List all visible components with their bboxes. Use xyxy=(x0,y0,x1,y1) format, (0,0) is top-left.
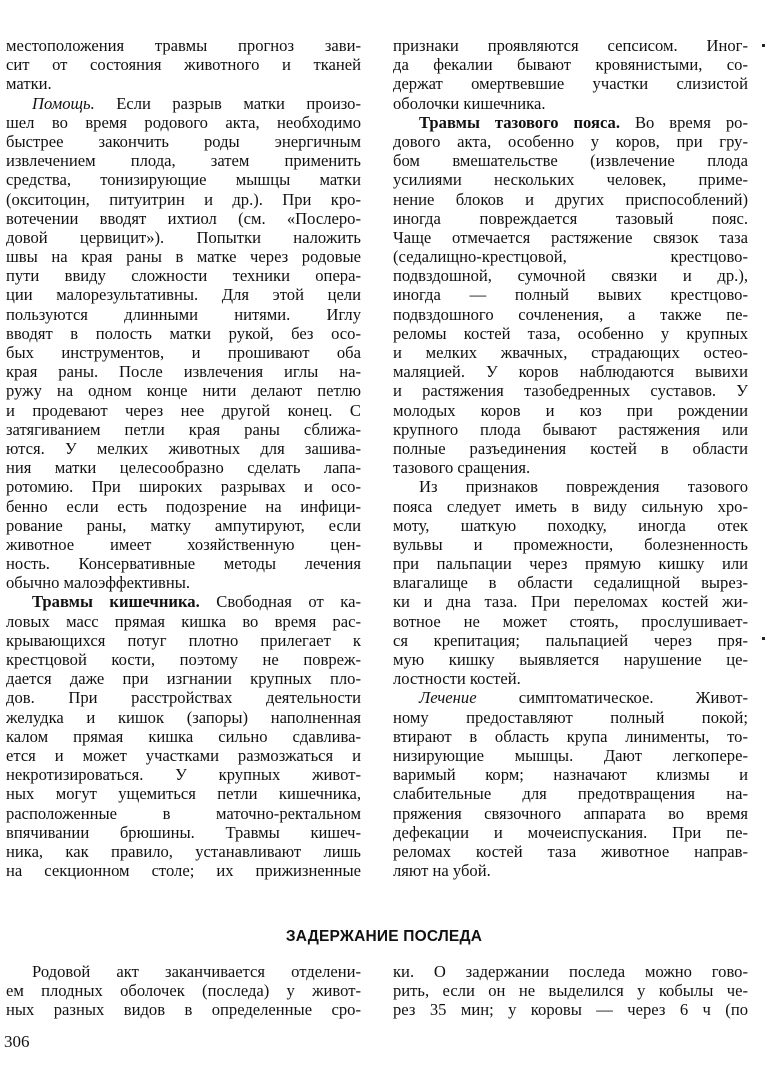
left-column-lines xyxy=(6,36,361,880)
text-line xyxy=(6,381,361,400)
line-text: Свободная от ка- xyxy=(199,592,361,612)
text-line xyxy=(6,573,361,592)
text-line xyxy=(393,650,748,669)
text-line xyxy=(393,151,748,170)
line-text: средства, тонизирующие мышцы матки xyxy=(6,170,361,190)
line-text: бых инструментов, и прошивают оба xyxy=(6,343,361,362)
line-text: (седалищно-крестцовой, крестцово- xyxy=(393,247,748,267)
text-line xyxy=(6,516,361,535)
text-line xyxy=(393,573,748,592)
line-text: держат омертвевшие участки слизистой xyxy=(393,74,748,94)
line-text: вульвы и промежности, болезненность xyxy=(393,534,748,554)
bottom-right-column xyxy=(393,962,748,1020)
text-line xyxy=(393,962,748,981)
line-text: на секционном столе; их прижизненные xyxy=(6,861,361,881)
text-line xyxy=(393,324,748,343)
line-text: да фекалии бывают кровянистыми, со- xyxy=(393,55,748,75)
text-line xyxy=(6,401,361,420)
line-text: Родовой акт заканчивается отделени- xyxy=(32,962,361,981)
line-text: варимый корм; назначают клизмы и xyxy=(393,765,748,785)
line-text: дового акта, особенно у коров, при гру- xyxy=(393,131,748,151)
line-text: дефекации и мочеиспускания. При пе- xyxy=(393,822,748,842)
text-line xyxy=(393,746,748,765)
text-line xyxy=(6,458,361,477)
text-line xyxy=(6,1000,361,1019)
line-text: (окситоцин, питуитрин и др.). При кро- xyxy=(6,189,361,209)
right-column-lines xyxy=(393,36,748,880)
line-text: втирают в область крупа линименты, то- xyxy=(393,726,748,746)
text-line xyxy=(6,861,361,880)
text-line xyxy=(393,981,748,1000)
line-text: при пальпации через прямую кишку или xyxy=(393,554,748,574)
text-line xyxy=(393,362,748,381)
text-line xyxy=(393,497,748,516)
text-line xyxy=(6,804,361,823)
text-line xyxy=(393,842,748,861)
line-text: ки и дна таза. При переломах костей жи- xyxy=(393,592,748,612)
text-line xyxy=(393,861,748,880)
text-line xyxy=(393,765,748,784)
italic-lead: Помощь. xyxy=(32,93,95,113)
text-line xyxy=(6,554,361,573)
line-text: полные разъединения костей в области xyxy=(393,438,748,458)
line-text: иногда — полный вывих крестцово- xyxy=(393,285,748,305)
text-line xyxy=(393,804,748,823)
text-line xyxy=(393,381,748,400)
line-text: некротизироваться. У крупных живот- xyxy=(6,765,361,785)
left-column xyxy=(6,36,361,880)
line-text: быстрее закончить роды энергичным xyxy=(6,131,361,151)
text-line xyxy=(393,516,748,535)
line-text: крупного плода бывают растяжения или xyxy=(393,419,748,439)
text-line xyxy=(6,343,361,362)
line-text: местоположения травмы прогноз зави- xyxy=(6,36,361,55)
text-line xyxy=(393,343,748,362)
line-text: ника, как правило, устанавливают лишь xyxy=(6,841,361,861)
text-line xyxy=(6,650,361,669)
line-text: сит от состояния животного и тканей xyxy=(6,55,361,75)
line-text: и мелких жвачных, страдающих остео- xyxy=(393,343,748,362)
text-line xyxy=(6,362,361,381)
text-line xyxy=(393,266,748,285)
line-text: расположенные в маточно-ректальном xyxy=(6,803,361,823)
text-line xyxy=(393,94,748,113)
text-line xyxy=(393,612,748,631)
line-text: матки. xyxy=(6,74,52,94)
text-line xyxy=(6,228,361,247)
text-line xyxy=(393,247,748,266)
line-text: вводят в полость матки рукой, без осо- xyxy=(6,323,361,343)
line-text: подвздошной, сумочной связки и др.), xyxy=(393,266,748,286)
line-text: ных разных видов в определенные сро- xyxy=(6,1000,361,1020)
line-text: бенно если есть подозрение на инфици- xyxy=(6,496,361,516)
line-text: вотечении вводят ихтиол (см. «Послеро- xyxy=(6,208,361,228)
text-line xyxy=(6,190,361,209)
text-line xyxy=(393,228,748,247)
line-text: ния матки целесообразно сделать лапа- xyxy=(6,458,361,478)
text-line xyxy=(6,765,361,784)
line-text: рить, если он не выделился у кобылы че- xyxy=(393,981,748,1001)
subsection-title: Травмы кишечника. xyxy=(32,592,200,612)
line-text: подвздошного сочленения, а также пе- xyxy=(393,304,748,324)
text-line xyxy=(6,962,361,981)
line-text: дается даже при изгнании крупных пло- xyxy=(6,669,361,689)
line-text: Чаще отмечается растяжение связок таза xyxy=(393,227,748,247)
bottom-left-column xyxy=(6,962,361,1020)
line-text: реломы костей таза, особенно у крупных xyxy=(393,323,748,343)
text-line xyxy=(6,669,361,688)
text-line xyxy=(393,36,748,55)
line-text: Во время ро- xyxy=(620,112,748,132)
line-text: швы на края раны в матке через родовые xyxy=(6,247,361,267)
text-line xyxy=(6,420,361,439)
line-text: нение блоков и других приспособлений) xyxy=(393,189,748,209)
text-line xyxy=(6,305,361,324)
text-line xyxy=(6,113,361,132)
line-text: Если разрыв матки произо- xyxy=(94,93,361,113)
line-text: низирующие мышцы. Дают легкопере- xyxy=(393,745,748,765)
text-line xyxy=(393,285,748,304)
line-text: рование раны, матку ампутируют, если xyxy=(6,515,361,535)
line-text: ки. О задержании последа можно гово- xyxy=(393,962,748,981)
line-text: иногда повреждается тазовый пояс. xyxy=(393,208,748,228)
text-line xyxy=(6,209,361,228)
text-line xyxy=(393,1000,748,1019)
line-text: дов. При расстройствах деятельности xyxy=(6,688,361,708)
bottom-right-lines xyxy=(393,962,748,1020)
line-text: ляют на убой. xyxy=(393,861,491,881)
line-text: и продевают через нее другой конец. С xyxy=(6,400,361,420)
text-line xyxy=(6,497,361,516)
italic-lead: Лечение xyxy=(419,688,477,708)
text-line xyxy=(6,285,361,304)
text-line xyxy=(6,612,361,631)
text-line xyxy=(393,554,748,573)
text-line xyxy=(393,708,748,727)
line-text: ружу на одном конце нити делают петлю xyxy=(6,381,361,401)
text-line xyxy=(393,420,748,439)
text-line xyxy=(393,132,748,151)
line-text: желудка и кишок (запоры) наполненная xyxy=(6,707,361,727)
line-text: симптоматическое. Живот- xyxy=(476,688,748,708)
text-line xyxy=(6,36,361,55)
text-line xyxy=(393,477,748,496)
text-line xyxy=(393,592,748,611)
line-text: молодых коров и коз при рождении xyxy=(393,400,748,420)
text-line xyxy=(393,784,748,803)
section-heading: ЗАДЕРЖАНИЕ ПОСЛЕДА xyxy=(285,928,483,945)
line-text: моту, шаткую походку, иногда отек xyxy=(393,515,748,535)
text-line xyxy=(6,823,361,842)
line-text: ность. Консервативные методы лечения xyxy=(6,554,361,574)
text-line xyxy=(393,305,748,324)
line-text: признаки проявляются сепсисом. Иног- xyxy=(393,36,748,55)
line-text: калом прямая кишка сильно сдавлива- xyxy=(6,726,361,746)
line-text: влагалище в области седалищной вырез- xyxy=(393,573,748,593)
line-text: рез 35 мин; у коровы — через 6 ч (по xyxy=(393,1000,748,1020)
line-text: вотное не может стоять, прослушивает- xyxy=(393,611,748,631)
text-line xyxy=(393,74,748,93)
line-text: ются. У мелких животных для зашива- xyxy=(6,438,361,458)
text-line xyxy=(393,727,748,746)
line-text: ловых масс прямая кишка во время рас- xyxy=(6,611,361,631)
text-line xyxy=(393,170,748,189)
line-text: обычно малоэффективны. xyxy=(6,573,191,593)
line-text: бом вмешательстве (извлечение плода xyxy=(393,151,748,171)
text-line xyxy=(393,55,748,74)
line-text: пряжения связочного аппарата во время xyxy=(393,803,748,823)
line-text: маляцией. У коров наблюдаются вывихи xyxy=(393,362,748,382)
line-text: ротомию. При широких разрывах и осо- xyxy=(6,477,361,497)
text-line xyxy=(6,132,361,151)
text-line xyxy=(6,708,361,727)
scan-speck xyxy=(762,637,765,640)
text-line xyxy=(6,74,361,93)
text-line xyxy=(6,535,361,554)
line-text: слабительные для предотвращения на- xyxy=(393,784,748,804)
line-text: Из признаков повреждения тазового xyxy=(419,477,748,497)
text-line xyxy=(393,823,748,842)
text-line xyxy=(393,113,748,132)
text-line xyxy=(6,247,361,266)
bottom-left-lines xyxy=(6,962,361,1020)
line-text: ся крепитация; пальпацией через пря- xyxy=(393,630,748,650)
line-text: ции малорезультативны. Для этой цели xyxy=(6,285,361,305)
line-text: мую кишку выявляется нарушение це- xyxy=(393,650,748,669)
text-line xyxy=(6,727,361,746)
text-line xyxy=(6,688,361,707)
line-text: крестцовой кости, поэтому не повреж- xyxy=(6,650,361,669)
line-text: ных могут ущемиться петли кишечника, xyxy=(6,784,361,804)
text-line xyxy=(6,170,361,189)
text-line xyxy=(6,151,361,170)
line-text: края раны. После извлечения иглы на- xyxy=(6,362,361,382)
text-line xyxy=(6,842,361,861)
right-column xyxy=(393,36,748,880)
text-line xyxy=(393,209,748,228)
text-line xyxy=(393,458,748,477)
line-text: извлечением плода, затем применить xyxy=(6,151,361,171)
text-line xyxy=(6,746,361,765)
line-text: и растяжения тазобедренных суставов. У xyxy=(393,381,748,401)
line-text: ется и может участками размозжаться и xyxy=(6,745,361,765)
text-line xyxy=(393,439,748,458)
line-text: крывающихся потуг плотно прилегает к xyxy=(6,630,361,650)
text-line xyxy=(6,439,361,458)
line-text: животное имеет хозяйственную цен- xyxy=(6,534,361,554)
line-text: оболочки кишечника. xyxy=(393,93,546,113)
line-text: тазового сращения. xyxy=(393,458,531,478)
text-line xyxy=(6,592,361,611)
line-text: пояса следует иметь в виду сильную хро- xyxy=(393,496,748,516)
text-line xyxy=(393,669,748,688)
line-text: довой цервицит»). Попытки наложить xyxy=(6,227,361,247)
text-line xyxy=(6,784,361,803)
text-line xyxy=(6,55,361,74)
line-text: ем плодных оболочек (последа) у живот- xyxy=(6,981,361,1001)
line-text: реломах костей таза животное направ- xyxy=(393,841,748,861)
line-text: пути ввиду сложности техники опера- xyxy=(6,266,361,286)
text-line xyxy=(6,477,361,496)
text-line xyxy=(6,94,361,113)
line-text: впячивании брюшины. Травмы кишеч- xyxy=(6,822,361,842)
page-number: 306 xyxy=(4,1032,30,1051)
text-line xyxy=(6,631,361,650)
line-text: пользуются длинными нитями. Иглу xyxy=(6,304,361,324)
text-line xyxy=(6,324,361,343)
text-line xyxy=(6,981,361,1000)
text-line xyxy=(393,688,748,707)
scan-speck xyxy=(762,44,765,47)
text-line xyxy=(6,266,361,285)
line-text: затягиванием петли края раны сближа- xyxy=(6,419,361,439)
text-line xyxy=(393,631,748,650)
line-text: усилиями нескольких человек, приме- xyxy=(393,170,748,190)
text-line xyxy=(393,190,748,209)
text-line xyxy=(393,401,748,420)
line-text: шел во время родового акта, необходимо xyxy=(6,112,361,132)
line-text: лостности костей. xyxy=(393,669,521,689)
text-line xyxy=(393,535,748,554)
line-text: ному предоставляют полный покой; xyxy=(393,707,748,727)
subsection-title: Травмы тазового пояса. xyxy=(419,112,621,132)
